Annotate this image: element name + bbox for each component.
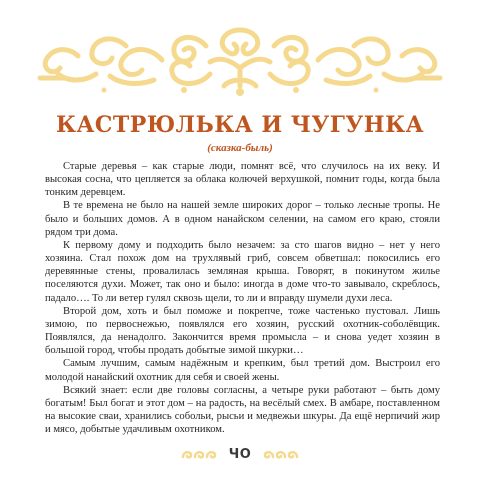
paragraph: В те времена не было на нашей земле широких дорог – только лесные тропы. Не было и больших домов. А в одном нанайском селении, на самом его краю, стояли рядом три дома. xyxy=(45,200,440,238)
story-subtitle: (сказка-быль) xyxy=(207,142,273,154)
paragraph: Второй дом, хоть и был поможе и покрепче, тоже частенько пустовал. Лишь зимою, по первоснежью, появлялся его хозяин, русский охотник-соболёвщик. Появлялся, да ненадолго. Закончится время промысла – и снова уедет хозяин в большой город, чтобы продать добытые зимой шкурки… xyxy=(45,305,440,357)
paragraph: Старые деревья – как старые люди, помнят всё, что случилось на их веку. И высокая сосна, что цепляется за облака колючей верхушкой, помнит годы, когда была тонким деревцем. xyxy=(45,161,440,199)
paragraph: Всякий знает: если две головы согласны, а четыре руки работают – быть дому богатым! Был богат и этот дом – на радость, на весёлый смех. В амбаре, поставленном на высокие сваи, хранились собольи, рысьи и медвежьи шкуры. Да ещё нерпичий жир и мясо, добытые удачливым охотником. xyxy=(45,384,440,436)
paragraph: Самым лучшим, самым надёжным и крепким, был третий дом. Выстроил его молодой нанайский охотник для себя и своей жены. xyxy=(45,358,440,383)
page-footer xyxy=(0,447,480,462)
right-footer-ornament xyxy=(259,449,299,461)
paragraph: К первому дому и подходить было незачем: за сто шагов видно – нет у него хозяина. Стал похож дом на трухлявый гриб, совсем обветшал: покосились его деревянные стены, провалилась земляная крыша. Говорят, в покинутом жилье поселяются духи. Может, так оно и было: иногда в доме что-то завывало, скреблось, падало…. То ли ветер гулял сквозь щели, то ли и вправду шумели духи леса. xyxy=(45,239,440,304)
story-body xyxy=(45,160,440,436)
left-footer-ornament xyxy=(181,449,221,461)
top-ornament xyxy=(34,16,446,98)
page-number: ЧО xyxy=(228,447,252,462)
story-title: КАСТРЮЛЬКА И ЧУГУНКА xyxy=(55,112,424,138)
